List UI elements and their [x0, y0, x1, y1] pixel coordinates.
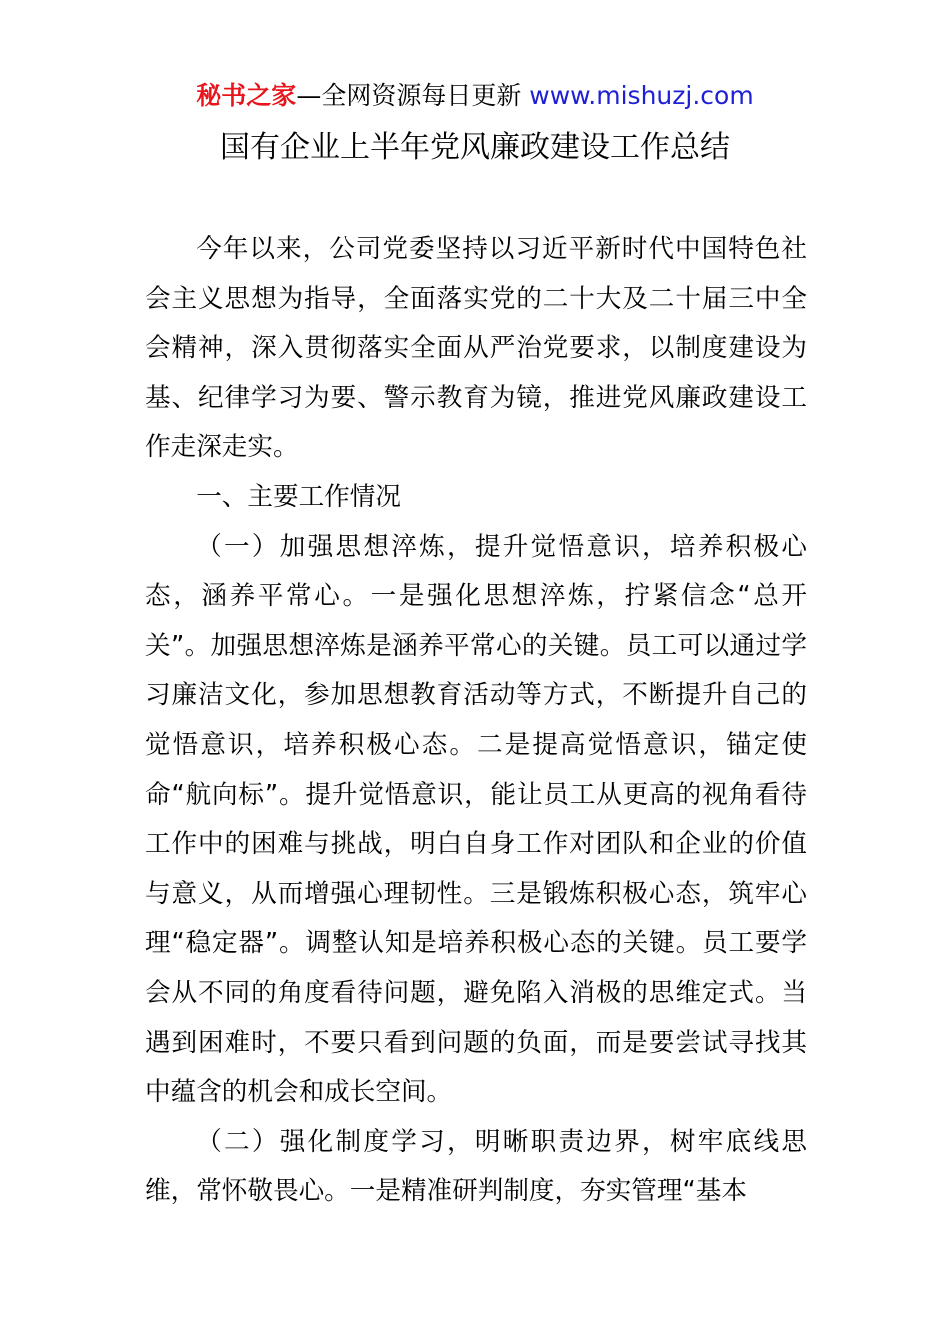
body-paragraph: （一）加强思想淬炼，提升觉悟意识，培养积极心态，涵养平常心。一是强化思想淬炼，拧紧信念“总开关”。加强思想淬炼是涵养平常心的关键。员工可以通过学习廉洁文化，参加思想教育活动等方式，不断提升自己的觉悟意识，培养积极心态。二是提高觉悟意识，锚定使命“航向标”。提升觉悟意识，能让员工从更高的视角看待工作中的困难与挑战，明白自身工作对团队和企业的价值与意义，从而增强心理韧性。三是锻炼积极心态，筑牢心理“稳定器”。调整认知是培养积极心态的关键。员工要学会从不同的角度看待问题，避免陷入消极的思维定式。当遇到困难时，不要只看到问题的负面，而是要尝试寻找其中蕴含的机会和成长空间。 — [145, 531, 807, 1108]
site-header — [0, 78, 950, 114]
document-title: 国有企业上半年党风廉政建设工作总结 — [220, 130, 730, 165]
section-heading: 一、主要工作情况 — [196, 481, 401, 512]
document-body — [145, 225, 807, 1217]
site-brand: 秘书之家 — [196, 81, 297, 110]
site-url-link[interactable]: www.mishuzj.com — [529, 81, 754, 110]
body-paragraph: （二）强化制度学习，明晰职责边界，树牢底线思维，常怀敬畏心。一是精准研判制度，夯实管理“基本 — [145, 1126, 807, 1207]
intro-paragraph: 今年以来，公司党委坚持以习近平新时代中国特色社会主义思想为指导，全面落实党的二十大及二十届三中全会精神，深入贯彻落实全面从严治党要求，以制度建设为基、纪律学习为要、警示教育为镜，推进党风廉政建设工作走深走实。 — [145, 234, 807, 463]
site-tagline: —全网资源每日更新 — [296, 81, 530, 110]
